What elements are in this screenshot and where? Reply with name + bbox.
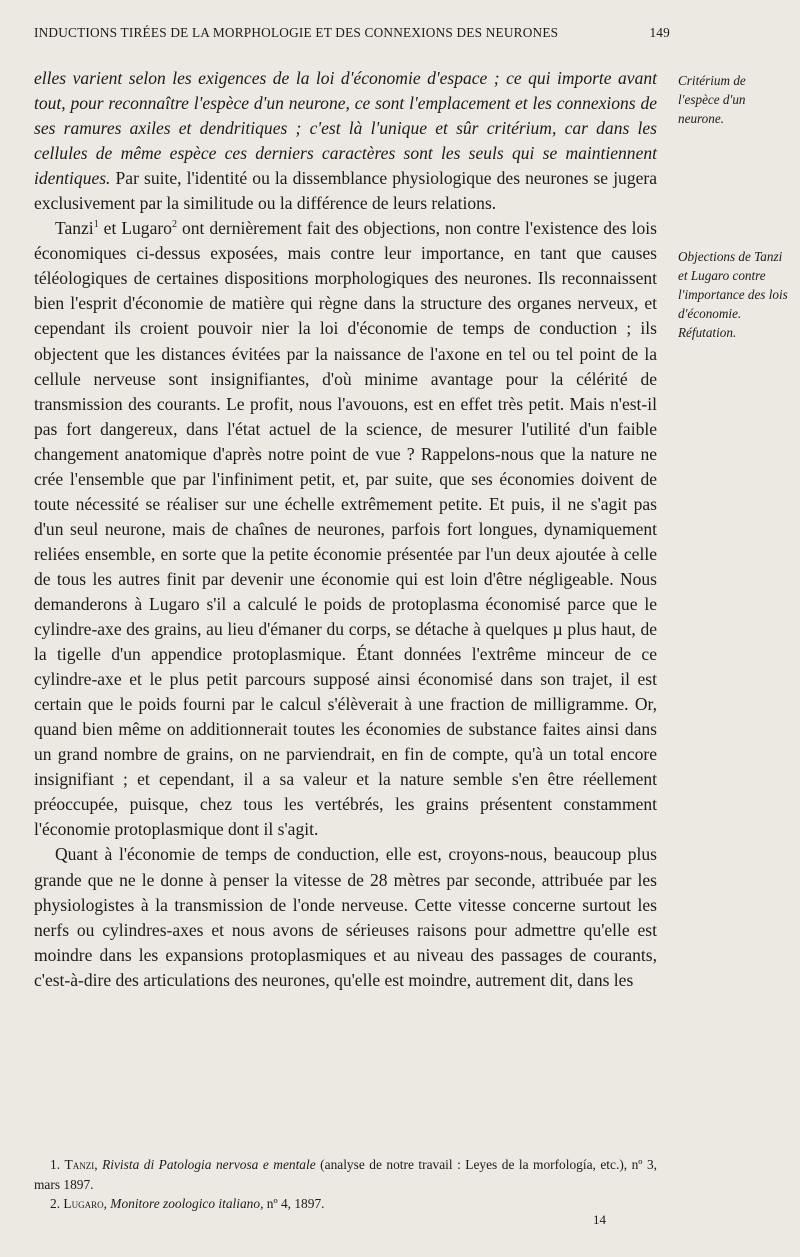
margin-note-criterium: Critérium de l'espèce d'un neurone. xyxy=(678,73,746,126)
page-number: 149 xyxy=(649,25,670,40)
paragraph-1-italic: elles varient selon les exigences de la loi d'économie d'espace ; ce qui importe avant tout, pour reconnaître l'espèce d'un neurone, ce sont l'emplacement et les connexions de ses ramures axiles et dendritiques ; c'est là l'unique et sûr critérium, car dans les cellules de même espèce ces derniers caractères sont les seuls qui se maintiennent identiques. xyxy=(34,68,657,189)
footnote-1-label: 1. xyxy=(50,1157,61,1172)
footnote-1 xyxy=(34,1155,657,1194)
paragraph-3: Quant à l'économie de temps de conduction, elle est, croyons-nous, beaucoup plus grande que ne le donne à penser la vitesse de 28 mètres par seconde, attribuée par les physiologistes à la transmission de l'onde nerveuse. Cette vitesse concerne surtout les nerfs ou cylindres-axes et nous avons de sérieuses raisons pour admettre qu'elle est moindre dans les expansions protoplasmiques et au niveau des passages de courants, c'est-à-dire des articulations des neurones, qu'elle est moindre, autrement dit, dans les xyxy=(34,844,657,990)
footnote-ref-2: 2 xyxy=(171,219,177,231)
footnotes xyxy=(34,1155,657,1214)
paragraph-2-text: ont dernièrement fait des objections, non contre l'existence des lois économiques ci-dessus exposées, mais contre leur importance, en tant que causes téléologiques de certaines dispositions morphologiques des neurones. Ils reconnaissent bien l'esprit d'économie de matière qui règne dans la structure des organes nerveux, et cependant ils croient pouvoir nier la loi d'économie de temps de conduction ; ils objectent que les distances évitées par la naissance de l'axone en tel ou tel point de la cellule nerveuse sont insignifiantes, d'où minime avantage pour la célérité de transmission des courants. Le profit, nous l'avouons, est en effet très petit. Mais n'est-il pas fort dangereux, dans l'état actuel de la science, de mesurer l'utilité d'un faible changement anatomique d'après notre point de vue ? Rappelons-nous que la nature ne crée l'ensemble que par l'infiniment petit, et, par suite, que ses économies doivent de toute nécessité se réaliser sur une échelle extrêmement petite. Et puis, il ne s'agit pas d'un seul neurone, mais de chaînes de neurones, parfois fort longues, dynamiquement reliées ensemble, en sorte que la petite économie présentée par l'un deux ajoutée à celle de tous les autres finit par devenir une économie qui est loin d'être négligeable. Nous demanderons à Lugaro s'il a calculé le poids de protoplasma économisé parce que le cylindre-axe des grains, au lieu d'émaner du corps, se détache à quelques µ plus haut, de la tigelle d'un appendice protoplasmique. Étant données l'extrême minceur de ce cylindre-axe et le plus petit parcours supposé ainsi économisé dans son trajet, il est certain que le poids fourni par le calcul s'élèverait à une fraction de milligramme. Or, quand bien même on additionnerait toutes les économies de substance faites ainsi dans un grand nombre de grains, on ne parviendrait, en fin de compte, qu'à un total encore insignifiant ; et cependant, il a sa valeur et la nature semble s'en être réellement préoccupée, puisque, chez tous les vertébrés, les grains présentent constamment l'économie protoplasmique dont il s'agit. xyxy=(34,218,657,840)
conjunction: et xyxy=(98,218,122,239)
author-lugaro: Lugaro xyxy=(121,218,172,239)
footnote-2-title: Monitore zoologico italiano, xyxy=(110,1196,264,1212)
paragraph-1 xyxy=(34,66,657,216)
footnote-ref-1: 1 xyxy=(93,219,99,231)
footnote-1-title: Rivista di Patologia nervosa e mentale xyxy=(102,1157,316,1172)
footnote-1-author: Tanzi, xyxy=(64,1157,98,1172)
running-header xyxy=(34,25,670,41)
author-tanzi: Tanzi xyxy=(55,218,94,239)
signature-mark: 14 xyxy=(593,1212,606,1227)
paragraph-1-rest: Par suite, l'identité ou la dissemblance physiologique des neurones se jugera exclusivement par la similitude ou la différence de leurs relations. xyxy=(34,168,657,214)
footnote-2-label: 2. xyxy=(50,1196,61,1212)
footnote-2-author: Lugaro, xyxy=(63,1196,107,1212)
running-title: INDUCTIONS TIRÉES DE LA MORPHOLOGIE ET DES CONNEXIONS DES NEURONES xyxy=(34,25,559,40)
margin-note-objections: Objections de Tanzi et Lugaro contre l'importance des lois d'économie. Réfutation. xyxy=(678,249,788,340)
paragraph-2 xyxy=(34,216,657,842)
footnote-2-rest: nº 4, 1897. xyxy=(263,1196,325,1212)
footnote-2 xyxy=(34,1194,657,1214)
footnote-1-rest: (analyse de notre travail : Leyes de la morfología, etc.), nº 3, mars 1897. xyxy=(34,1157,657,1192)
main-text xyxy=(34,66,657,993)
